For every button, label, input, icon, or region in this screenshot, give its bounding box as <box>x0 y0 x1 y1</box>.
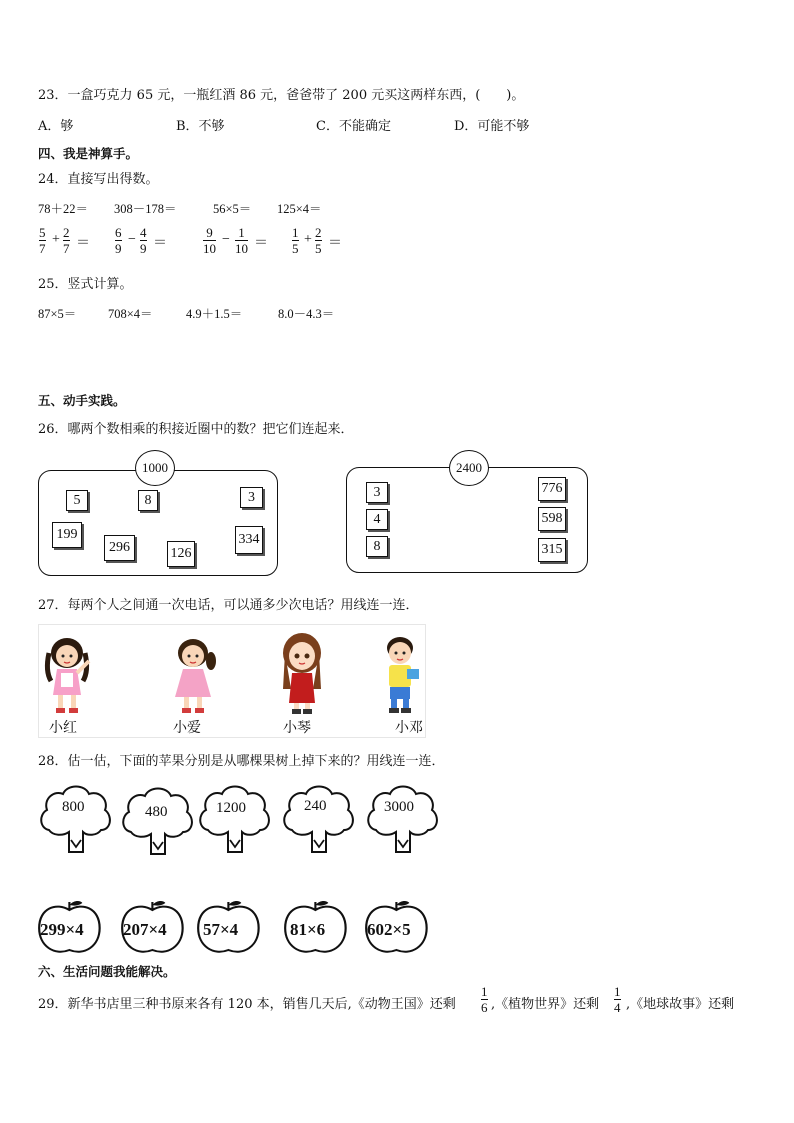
apple-label: 207×4 <box>123 920 167 939</box>
calc-item: 78＋22＝ <box>38 202 89 216</box>
question-28-text: 28．估一估，下面的苹果分别是从哪棵果树上掉下来的？用线连一连． <box>38 754 445 769</box>
person-name: 小红 <box>49 720 77 736</box>
denominator: 7 <box>63 241 70 256</box>
fraction <box>115 225 122 256</box>
number-box[interactable]: 4 <box>366 509 388 530</box>
fraction <box>140 225 147 256</box>
numerator: 9 <box>206 225 213 240</box>
denominator: 4 <box>614 1000 621 1015</box>
person-name: 小琴 <box>283 720 311 736</box>
target-circle-1000: 1000 <box>135 450 175 486</box>
option-c: C．不能确定 <box>316 119 391 134</box>
operator: + <box>52 232 60 247</box>
section-4-title: 四、我是神算手。 <box>38 146 139 161</box>
question-26-text: 26．哪两个数相乘的积接近圈中的数？把它们连起来． <box>38 422 354 437</box>
apple-label: 57×4 <box>203 920 239 939</box>
option-b: B．不够 <box>176 119 225 134</box>
equals-sign: ＝ <box>254 236 268 251</box>
people-picture-panel <box>38 624 426 738</box>
numerator: 1 <box>614 984 621 999</box>
question-23-text: 23．一盒巧克力 65 元，一瓶红酒 86 元，爸爸带了 200 元买这两样东西，( )。 <box>38 88 525 103</box>
fraction <box>292 225 299 256</box>
calc-item: 56×5＝ <box>213 202 252 216</box>
girl-figure-icon <box>41 631 97 715</box>
denominator: 7 <box>39 241 46 256</box>
tree-icon[interactable] <box>41 787 110 853</box>
denominator: 9 <box>140 241 147 256</box>
person-name: 小爱 <box>173 720 201 736</box>
question-29-part3: ,《地球故事》还剩 <box>626 997 735 1012</box>
person-name: 小邓 <box>395 720 423 736</box>
denominator: 5 <box>292 241 299 256</box>
tree-label: 1200 <box>216 800 246 816</box>
calc-item: 308－178＝ <box>114 202 177 216</box>
calc-item: 708×4＝ <box>108 307 153 321</box>
numerator: 1 <box>238 225 245 240</box>
boy-figure-icon <box>379 631 425 715</box>
number-box[interactable]: 296 <box>104 535 135 561</box>
target-circle-2400: 2400 <box>449 450 489 486</box>
fraction <box>614 984 621 1015</box>
fraction <box>203 225 216 256</box>
number-box[interactable]: 315 <box>538 538 566 562</box>
calc-item: 87×5＝ <box>38 307 77 321</box>
fraction <box>63 225 70 256</box>
question-29-part1: 29．新华书店里三种书原来各有 120 本，销售几天后,《动物王国》还剩 <box>38 997 456 1012</box>
tree-icon[interactable] <box>284 787 353 853</box>
denominator: 10 <box>235 241 248 256</box>
fraction <box>235 225 248 256</box>
operator: − <box>222 232 230 247</box>
section-5-title: 五、动手实践。 <box>38 393 126 408</box>
numerator: 1 <box>481 984 488 999</box>
tree-icon[interactable] <box>123 789 192 855</box>
number-box[interactable]: 3 <box>366 482 388 503</box>
question-24-text: 24．直接写出得数。 <box>38 172 159 187</box>
denominator: 9 <box>115 241 122 256</box>
tree-icon[interactable] <box>200 787 269 853</box>
equals-sign: ＝ <box>76 236 90 251</box>
tree-label: 480 <box>145 804 168 820</box>
numerator: 5 <box>39 225 46 240</box>
section-6-title: 六、生活问题我能解决。 <box>38 964 176 979</box>
operator: − <box>128 232 136 247</box>
tree-label: 800 <box>62 799 85 815</box>
girl-figure-icon <box>165 631 221 715</box>
numerator: 1 <box>292 225 299 240</box>
number-box[interactable]: 126 <box>167 541 195 567</box>
numerator: 4 <box>140 225 147 240</box>
apple-label: 299×4 <box>40 920 84 939</box>
equals-sign: ＝ <box>153 236 167 251</box>
number-box[interactable]: 199 <box>52 522 82 548</box>
calc-item: 8.0－4.3＝ <box>278 307 335 321</box>
option-d: D．可能不够 <box>454 119 530 134</box>
question-29-part2: ,《植物世界》还剩 <box>491 997 600 1012</box>
numerator: 2 <box>315 225 322 240</box>
question-27-text: 27．每两个人之间通一次电话，可以通多少次电话？用线连一连． <box>38 598 419 613</box>
calc-item: 125×4＝ <box>277 202 322 216</box>
number-box[interactable]: 5 <box>66 490 88 511</box>
denominator: 6 <box>481 1000 488 1015</box>
tree-label: 240 <box>304 798 327 814</box>
equals-sign: ＝ <box>328 236 342 251</box>
option-a: A．够 <box>38 119 74 134</box>
number-box[interactable]: 3 <box>240 487 263 508</box>
numerator: 6 <box>115 225 122 240</box>
girl-figure-icon <box>277 629 327 715</box>
tree-label: 3000 <box>384 799 414 815</box>
operator: + <box>304 232 312 247</box>
trees-row <box>0 780 794 860</box>
number-box[interactable]: 776 <box>538 477 566 501</box>
apple-label: 602×5 <box>367 920 411 939</box>
fraction <box>39 225 46 256</box>
fraction <box>481 984 488 1015</box>
tree-icon[interactable] <box>368 787 437 853</box>
number-box[interactable]: 8 <box>366 536 388 557</box>
fraction <box>315 225 322 256</box>
denominator: 5 <box>315 241 322 256</box>
numerator: 2 <box>63 225 70 240</box>
number-box[interactable]: 598 <box>538 507 566 531</box>
number-box[interactable]: 8 <box>138 490 158 511</box>
number-box[interactable]: 334 <box>235 526 263 554</box>
apple-label: 81×6 <box>290 920 326 939</box>
calc-item: 4.9＋1.5＝ <box>186 307 243 321</box>
question-25-text: 25．竖式计算。 <box>38 277 133 292</box>
denominator: 10 <box>203 241 216 256</box>
